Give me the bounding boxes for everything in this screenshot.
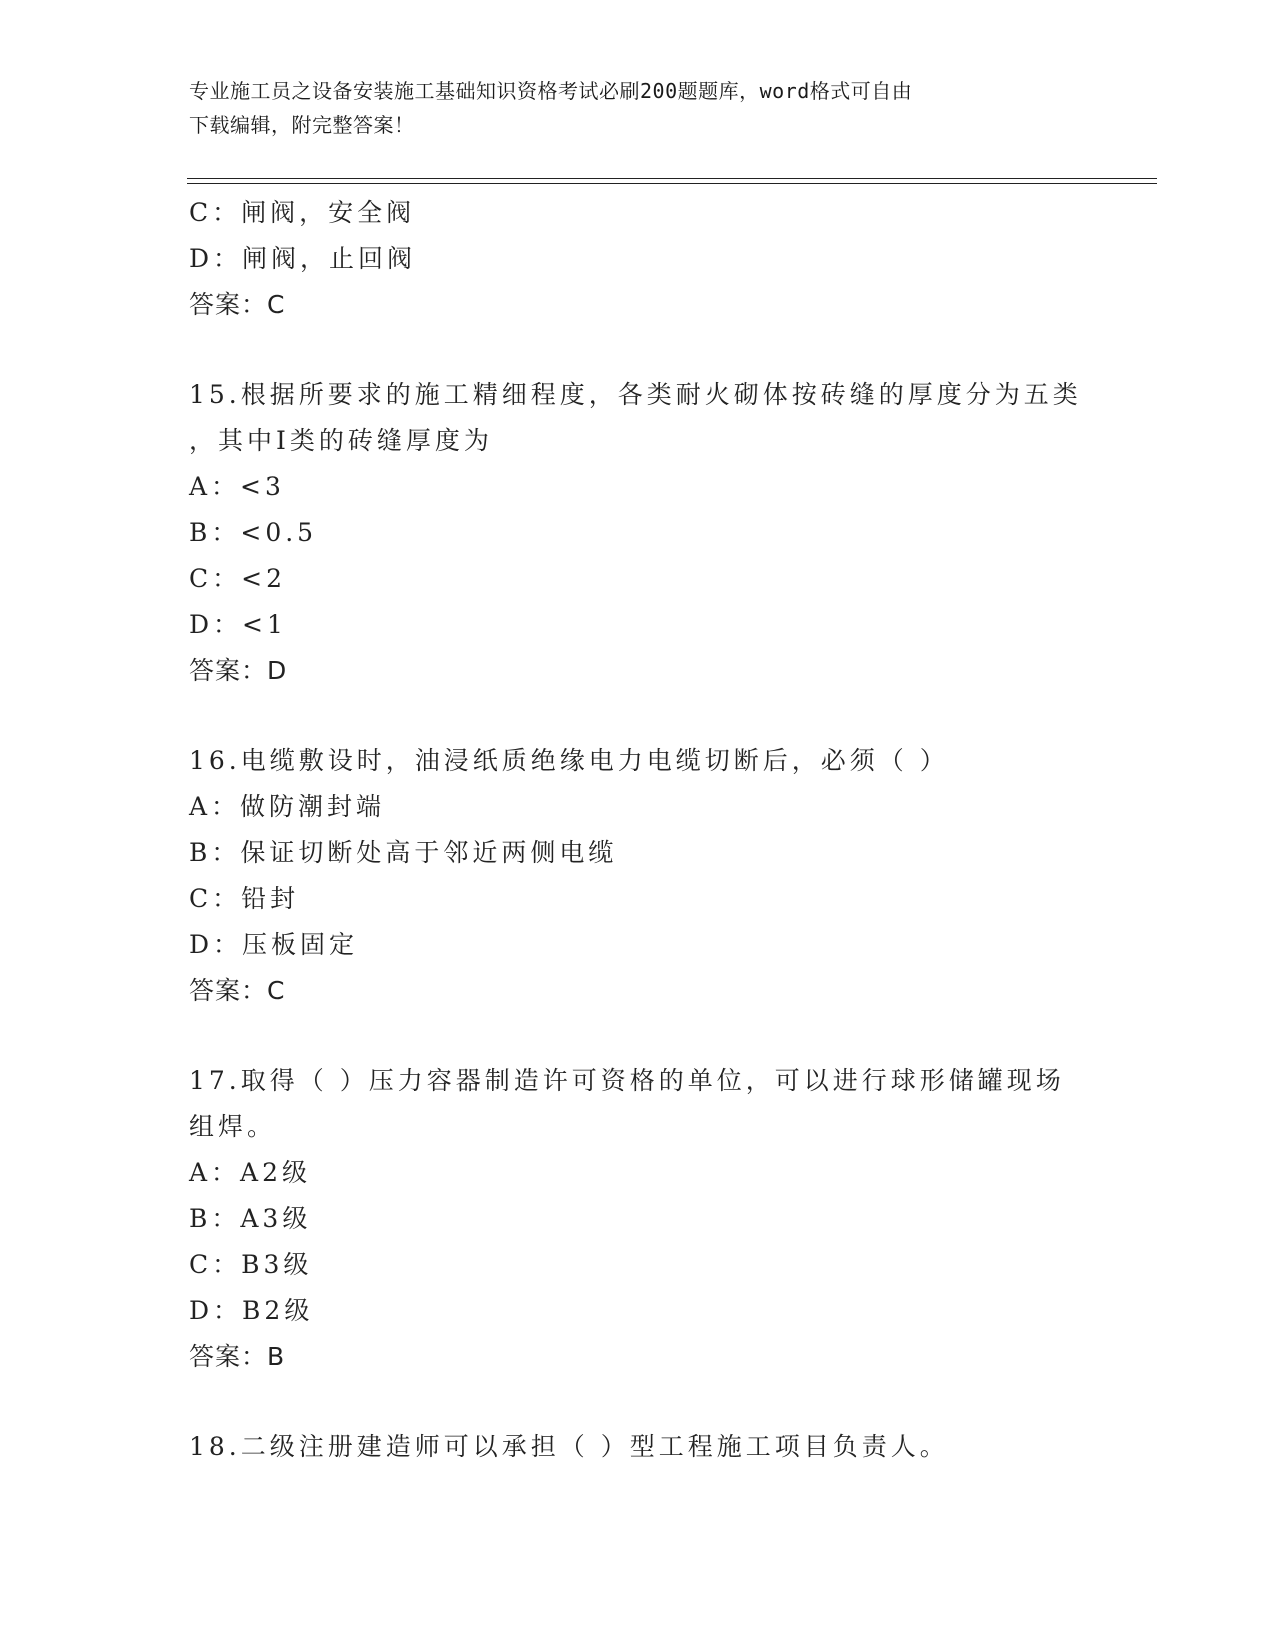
question-stem: 16.电缆敷设时，油浸纸质绝缘电力电缆切断后，必须（ ） — [189, 746, 949, 775]
option-d: D：闸阀，止回阀 — [189, 244, 417, 273]
question-stem: 17.取得（ ）压力容器制造许可资格的单位，可以进行球形储罐现场 — [189, 1066, 1065, 1095]
option-b: B：保证切断处高于邻近两侧电缆 — [189, 838, 618, 867]
option-b: B：A3级 — [189, 1204, 312, 1233]
question-stem: 组焊。 — [189, 1112, 277, 1141]
option-a: A：A2级 — [189, 1158, 312, 1187]
spacer — [189, 1014, 1089, 1058]
option-c: C：闸阀，安全阀 — [189, 198, 416, 227]
answer-line: 答案：B — [189, 1342, 286, 1371]
question-stem: 18.二级注册建造师可以承担（ ）型工程施工项目负责人。 — [189, 1432, 949, 1461]
question-list — [189, 190, 1089, 1470]
document-header — [189, 74, 1069, 142]
question-stem: 15.根据所要求的施工精细程度，各类耐火砌体按砖缝的厚度分为五类 — [189, 380, 1082, 409]
option-d: D：压板固定 — [189, 930, 359, 959]
header-title-line-1: 专业施工员之设备安装施工基础知识资格考试必刷200题题库，word格式可自由 — [189, 79, 913, 103]
answer-line: 答案：C — [189, 976, 286, 1005]
answer-line: 答案：D — [189, 656, 288, 685]
answer-line: 答案：C — [189, 290, 286, 319]
header-divider-top — [187, 178, 1157, 179]
option-b: B：<0.5 — [189, 518, 318, 547]
question-15 — [189, 372, 1089, 694]
option-a: A：做防潮封端 — [189, 792, 386, 821]
spacer — [189, 1380, 1089, 1424]
spacer — [189, 694, 1089, 738]
option-d: D：B2级 — [189, 1296, 314, 1325]
question-18 — [189, 1424, 1089, 1470]
question-16 — [189, 738, 1089, 1014]
option-c: C：B3级 — [189, 1250, 313, 1279]
header-title-line-2: 下载编辑，附完整答案！ — [189, 113, 415, 137]
question-17 — [189, 1058, 1089, 1380]
spacer — [189, 328, 1089, 372]
question-14-continued — [189, 190, 1089, 328]
option-c: C：<2 — [189, 564, 286, 593]
option-a: A：<3 — [189, 472, 285, 501]
header-divider-bottom — [187, 183, 1157, 184]
question-stem: ，其中Ⅰ类的砖缝厚度为 — [189, 426, 493, 455]
option-c: C：铅封 — [189, 884, 300, 913]
option-d: D：<1 — [189, 610, 287, 639]
